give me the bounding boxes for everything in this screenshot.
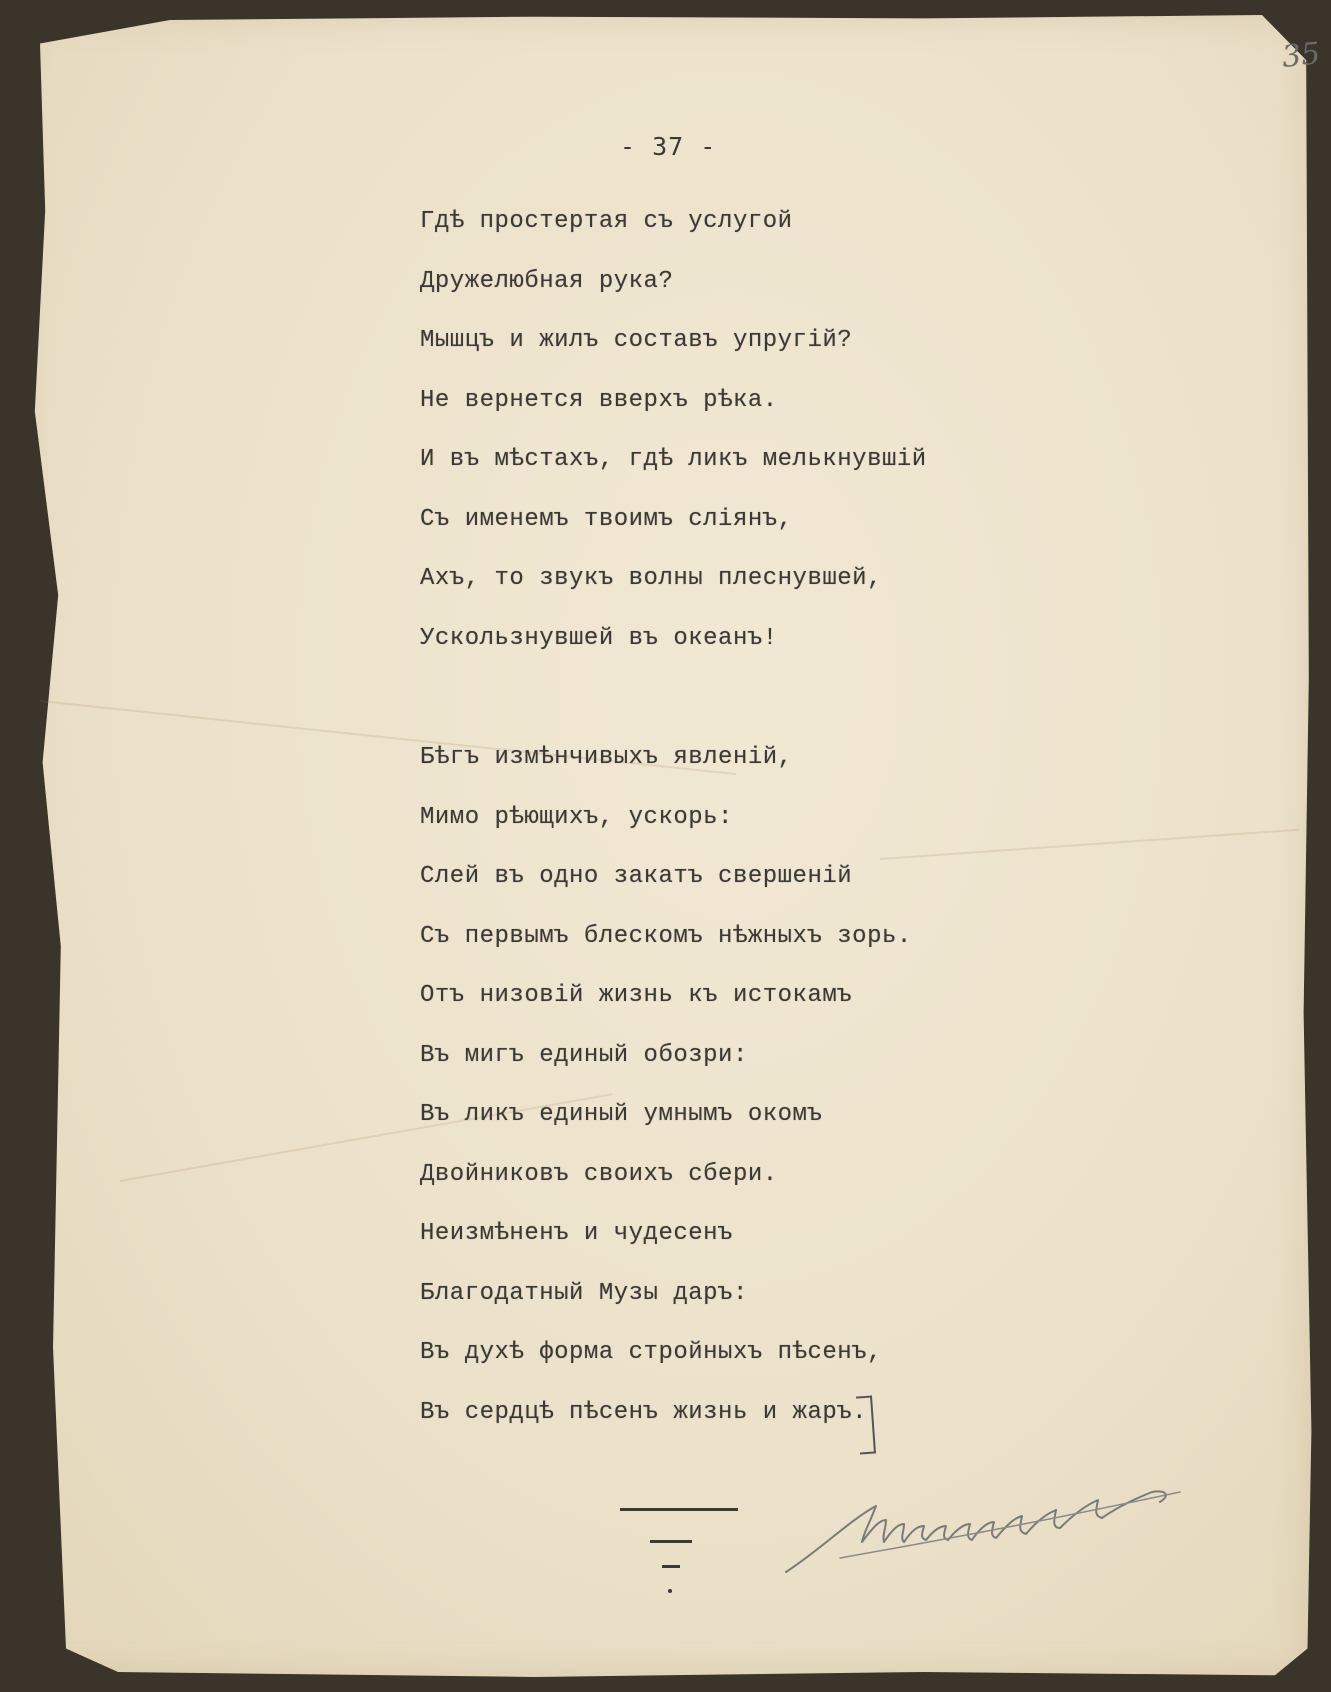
stanza-1 bbox=[420, 208, 1120, 684]
poem-line: Ахъ, то звукъ волны плеснувшей, bbox=[420, 565, 882, 592]
stanza-2 bbox=[420, 744, 1120, 1458]
poem-line: Благодатный Музы даръ: bbox=[420, 1279, 748, 1307]
pencil-signature bbox=[780, 1480, 1190, 1590]
stanza-gap bbox=[420, 684, 1120, 744]
poem-line: Двойниковъ своихъ сбери. bbox=[420, 1160, 778, 1188]
page-number: - 37 - bbox=[620, 132, 717, 161]
poem-line: Гдѣ простертая съ услугой bbox=[420, 208, 793, 235]
archive-number: 35 bbox=[1280, 36, 1322, 75]
poem-line: Дружелюбная рука? bbox=[420, 267, 674, 295]
poem-line: Ускользнувшей въ океанъ! bbox=[420, 624, 778, 652]
poem-line: Не вернется вверхъ рѣка. bbox=[420, 386, 778, 414]
poem-line: И въ мѣстахъ, гдѣ ликъ мелькнувшiй bbox=[420, 446, 927, 473]
poem-line: Съ первымъ блескомъ нѣжныхъ зорь. bbox=[420, 922, 912, 950]
poem-line: Въ ликъ единый умнымъ окомъ bbox=[420, 1101, 823, 1128]
poem-line: Бѣгъ измѣнчивыхъ явленiй, bbox=[420, 744, 793, 771]
poem-line: Отъ низовiй жизнь къ истокамъ bbox=[420, 982, 853, 1009]
poem-line: Въ мигъ единый обозри: bbox=[420, 1041, 748, 1069]
poem-line: Слей въ одно закатъ свершенiй bbox=[420, 863, 853, 890]
poem-line: Въ духѣ форма стройныхъ пѣсенъ, bbox=[420, 1339, 882, 1366]
poem-line: Мышцъ и жилъ составъ упругiй? bbox=[420, 327, 853, 354]
end-dot bbox=[668, 1589, 672, 1593]
poem-line: Неизмѣненъ и чудесенъ bbox=[420, 1220, 733, 1247]
poem-line: Мимо рѣющихъ, ускорь: bbox=[420, 803, 733, 831]
poem-line: Съ именемъ твоимъ слiянъ, bbox=[420, 505, 793, 533]
end-rule-long bbox=[620, 1508, 738, 1511]
end-rule-short bbox=[662, 1565, 680, 1568]
poem bbox=[420, 208, 1120, 1458]
poem-line: Въ сердцѣ пѣсенъ жизнь и жаръ. bbox=[420, 1398, 868, 1426]
end-rule-medium bbox=[650, 1540, 692, 1543]
